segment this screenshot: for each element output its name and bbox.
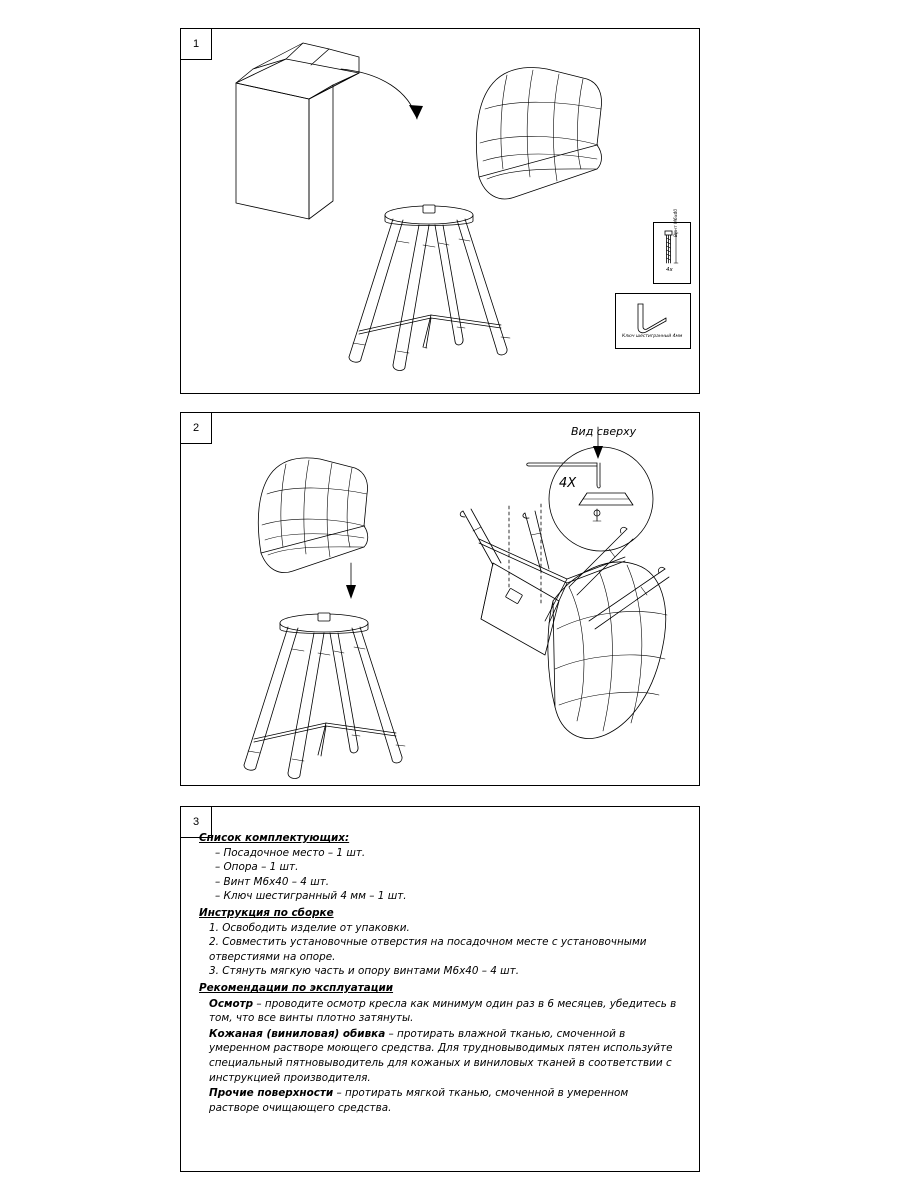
top-view-label: Вид сверху xyxy=(571,425,637,438)
parts-list-item: – Ключ шестигранный 4 мм – 1 шт. xyxy=(215,890,407,903)
screw-icon xyxy=(654,223,692,285)
hexkey-label: Ключ шестигранный 4мм xyxy=(622,334,683,339)
care-item xyxy=(199,1027,679,1085)
instructions-text-block xyxy=(199,829,679,1115)
chair-upside-down-icon xyxy=(460,503,669,739)
screw-qty: 4x xyxy=(666,267,673,273)
care-item xyxy=(199,997,679,1026)
hexkey-part-box xyxy=(615,293,691,349)
step-3-panel xyxy=(180,806,700,1172)
care-text: – протирать мягкой тканью, смоченной в умеренном растворе очищающего средства. xyxy=(209,1087,629,1114)
step-1-panel xyxy=(180,28,700,394)
step-3-badge: 3 xyxy=(180,806,212,838)
care-item xyxy=(199,1086,679,1115)
assembly-step: 3. Стянуть мягкую часть и опору винтами M6x40 – 4 шт. xyxy=(209,965,520,978)
care-text: – проводите осмотр кресла как минимум один раз в 6 месяцев, убедитесь в том, что все винты плотно затянуты. xyxy=(209,997,677,1025)
carton-box-icon xyxy=(236,43,359,219)
parts-list-item: – Винт M6x40 – 4 шт. xyxy=(215,875,330,888)
assembly-arrow-icon xyxy=(346,563,356,599)
assembly-step: 2. Совместить установочные отверстия на посадочном месте с установочными отверстиями на опоре. xyxy=(209,936,647,963)
step-2-badge: 2 xyxy=(180,412,212,444)
parts-list-item: – Посадочное место – 1 шт. xyxy=(215,846,366,859)
care-term: Кожаная (виниловая) обивка xyxy=(209,1027,386,1040)
svg-text:4X: 4X xyxy=(559,476,577,491)
seat-cushion-icon-2 xyxy=(258,458,367,573)
seat-cushion-icon xyxy=(476,68,601,199)
parts-list-item: – Опора – 1 шт. xyxy=(215,861,299,874)
care-heading: Рекомендации по эксплуатации xyxy=(199,981,394,994)
assembly-step: 1. Освободить изделие от упаковки. xyxy=(209,921,410,934)
unpack-arrow-icon xyxy=(341,69,423,119)
screw-part-box xyxy=(653,208,691,284)
screw-label: Винт M6x40 xyxy=(674,208,679,237)
care-term: Прочие поверхности xyxy=(209,1087,334,1100)
hex-key-icon xyxy=(616,294,692,350)
parts-list-heading: Список комплектующих: xyxy=(199,832,350,844)
assembly-heading: Инструкция по сборке xyxy=(199,906,334,919)
step-2-illustration xyxy=(181,413,701,787)
step-1-badge: 1 xyxy=(180,28,212,60)
care-text: – протирать влажной тканью, смоченной в умеренном растворе моющего средства. Для трудновыводимых пятен используйте специальный пятновыводитель для кожаных и виниловых тканей в соответствии с инструкцией производителя. xyxy=(209,1027,673,1084)
qty-4x-label-group xyxy=(559,476,577,491)
care-term: Осмотр xyxy=(209,997,254,1010)
chair-base-icon xyxy=(349,205,510,371)
step-2-panel xyxy=(180,412,700,786)
chair-base-icon-2 xyxy=(244,613,405,779)
